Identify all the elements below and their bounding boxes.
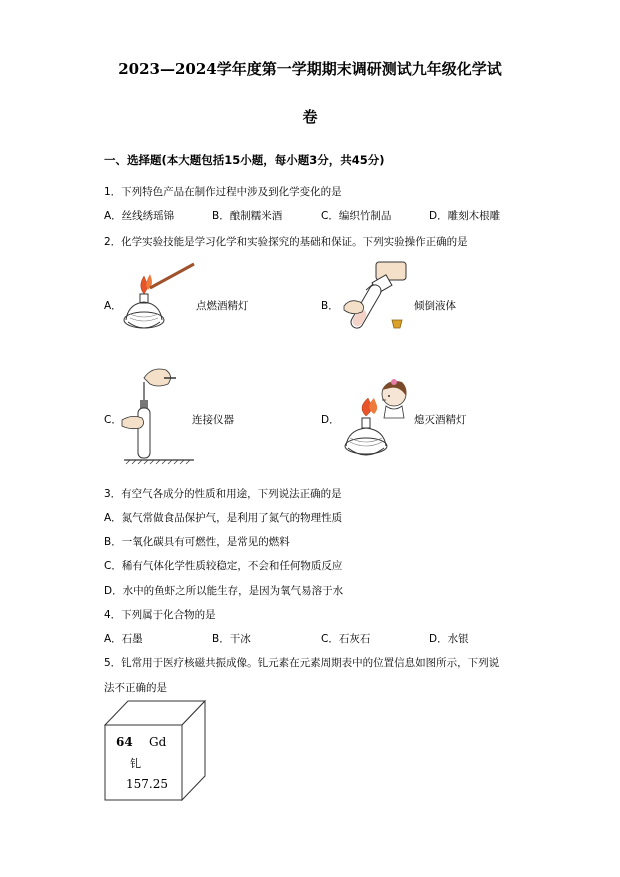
q2-option-a-letter: A． <box>104 300 122 312</box>
q2-stem: 2．化学实验技能是学习化学和实验探究的基础和保证。下列实验操作正确的是 <box>104 236 468 248</box>
q2-option-c-letter: C． <box>104 414 122 426</box>
q1-option-d: D．雕刻木根雕 <box>429 210 501 222</box>
pouring-liquid-figure <box>336 258 412 342</box>
q2-option-b-caption: 倾倒液体 <box>414 300 456 312</box>
exam-title-line1: 2023—2024学年度第一学期期末调研测试九年级化学试 <box>118 60 502 78</box>
q4-option-a: A．石墨 <box>104 633 143 645</box>
extinguishing-alcohol-lamp-figure <box>336 374 416 468</box>
element-atomic-number: 64 <box>116 735 133 749</box>
connecting-apparatus-figure <box>120 360 196 466</box>
q2-option-b-letter: B． <box>321 300 339 312</box>
q1-option-a: A．丝线绣瑶锦 <box>104 210 175 222</box>
q1-stem: 1．下列特色产品在制作过程中涉及到化学变化的是 <box>104 186 342 198</box>
element-name: 钆 <box>130 757 141 770</box>
q2-option-a-caption: 点燃酒精灯 <box>196 300 249 312</box>
exam-title-line2: 卷 <box>302 108 318 126</box>
lighting-alcohol-lamp-figure <box>118 260 198 340</box>
q2-option-c-caption: 连接仪器 <box>192 414 234 426</box>
q3-option-c: C．稀有气体化学性质较稳定，不会和任何物质反应 <box>104 560 343 572</box>
q4-stem: 4．下列属于化合物的是 <box>104 609 216 621</box>
q1-option-c: C．编织竹制品 <box>321 210 392 222</box>
q4-option-b: B．干冰 <box>212 633 251 645</box>
q3-option-a: A．氮气常做食品保护气，是利用了氮气的物理性质 <box>104 512 343 524</box>
q2-option-d-caption: 熄灭酒精灯 <box>414 414 467 426</box>
q3-option-d: D．水中的鱼虾之所以能生存，是因为氧气易溶于水 <box>104 585 344 597</box>
q5-stem-line2: 法不正确的是 <box>104 682 167 694</box>
q4-option-d: D．水银 <box>429 633 469 645</box>
q2-option-d-letter: D． <box>321 414 340 426</box>
element-symbol: Gd <box>149 735 167 749</box>
q3-option-b: B．一氧化碳具有可燃性，是常见的燃料 <box>104 536 290 548</box>
element-cell-figure <box>104 700 206 802</box>
q3-stem: 3．有空气各成分的性质和用途，下列说法正确的是 <box>104 488 342 500</box>
q4-option-c: C．石灰石 <box>321 633 371 645</box>
q5-stem-line1: 5．钆常用于医疗核磁共振成像。钆元素在元素周期表中的位置信息如图所示，下列说 <box>104 657 500 669</box>
element-atomic-mass: 157.25 <box>126 777 168 791</box>
section-heading: 一、选择题(本大题包括15小题，每小题3分，共45分) <box>104 153 385 167</box>
q1-option-b: B．酿制糯米酒 <box>212 210 283 222</box>
